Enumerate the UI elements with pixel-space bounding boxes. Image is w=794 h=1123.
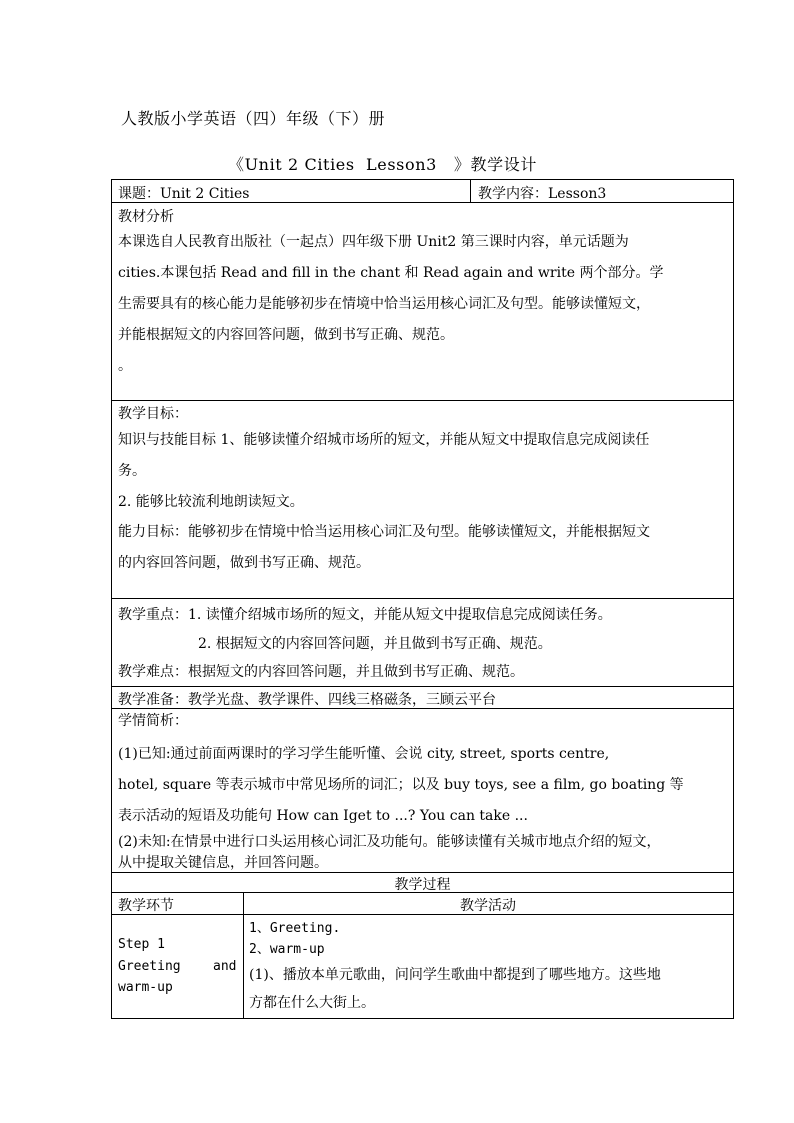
step-row	[112, 914, 733, 1018]
analysis-heading: 教材分析	[118, 209, 174, 225]
content-cell: 教学内容：Lesson3	[478, 186, 607, 202]
keypoints-line: 教学重点：1. 读懂介绍城市场所的短文，并能从短文中提取信息完成阅读任务。	[118, 607, 612, 623]
step-label: and	[213, 959, 237, 974]
analysis-line: cities.本课包括 Read and fill in the chant 和 Read again and write 两个部分。学	[118, 265, 664, 281]
topic-cell: 课题：Unit 2 Cities	[118, 186, 250, 202]
learners-heading: 学情简析：	[118, 713, 188, 729]
analysis-section	[112, 202, 733, 400]
analysis-line: 本课选自人民教育出版社（一起点）四年级下册 Unit2 第三课时内容，单元话题为	[118, 234, 629, 250]
activity-line: 方都在什么大街上。	[249, 995, 375, 1011]
activity-line: 1、Greeting.	[249, 921, 341, 936]
analysis-line: 并能根据短文的内容回答问题，做到书写正确、规范。	[118, 327, 454, 343]
process-title-row	[112, 872, 733, 892]
activity-line: 2、warm-up	[249, 942, 325, 957]
learners-line: (1)已知:通过前面两课时的学习学生能听懂、会说 city, street, sports centre,	[118, 746, 610, 762]
objectives-section	[112, 400, 733, 598]
difficulty-line: 教学难点：根据短文的内容回答问题，并且做到书写正确、规范。	[118, 664, 524, 680]
keypoints-section	[112, 598, 733, 686]
process-column-divider	[243, 892, 244, 1018]
topic-divider	[470, 180, 471, 202]
keypoints-line: 2. 根据短文的内容回答问题，并且做到书写正确、规范。	[198, 636, 552, 652]
learners-line: (2)未知:在情景中进行口头运用核心词汇及功能句。能够读懂有关城市地点介绍的短文，	[118, 834, 661, 850]
learners-line: hotel, square 等表示城市中常见场所的词汇；以及 buy toys, see a film, go boating 等	[118, 777, 684, 793]
objectives-line: 2. 能够比较流利地朗读短文。	[118, 494, 304, 510]
objectives-line: 务。	[118, 463, 146, 479]
stage-column-header: 教学环节	[118, 898, 174, 914]
book-header: 人教版小学英语（四）年级（下）册	[121, 109, 386, 128]
activity-column-header: 教学活动	[460, 898, 516, 914]
learners-line: 表示活动的短语及功能句 How can Iget to ...? You can take ...	[118, 808, 528, 824]
objectives-line: 知识与技能目标 1、能够读懂介绍城市场所的短文，并能从短文中提取信息完成阅读任	[118, 432, 650, 448]
document-title: 《Unit 2 Cities Lesson3 》教学设计	[228, 155, 537, 174]
process-header-row	[112, 892, 733, 914]
step-label: Step 1	[118, 937, 165, 952]
objectives-line: 的内容回答问题，做到书写正确、规范。	[118, 555, 370, 571]
process-title: 教学过程	[394, 877, 451, 893]
step-label: warm-up	[118, 980, 173, 995]
lesson-plan-table	[111, 179, 734, 1019]
analysis-line: 生需要具有的核心能力是能够初步在情境中恰当运用核心词汇及句型。能够读懂短文，	[118, 296, 650, 312]
objectives-line: 能力目标：能够初步在情境中恰当运用核心词汇及句型。能够读懂短文，并能根据短文	[118, 524, 650, 540]
learners-line: 从中提取关键信息，并回答问题。	[118, 855, 328, 871]
analysis-line: 。	[118, 358, 132, 374]
learners-section	[112, 708, 733, 872]
preparation-section	[112, 686, 733, 708]
objectives-heading: 教学目标：	[118, 406, 188, 422]
preparation-text: 教学准备：教学光盘、教学课件、四线三格磁条，三顾云平台	[118, 692, 496, 708]
step-label: Greeting	[118, 959, 181, 974]
activity-line: (1)、播放本单元歌曲，问问学生歌曲中都提到了哪些地方。这些地	[249, 967, 661, 983]
